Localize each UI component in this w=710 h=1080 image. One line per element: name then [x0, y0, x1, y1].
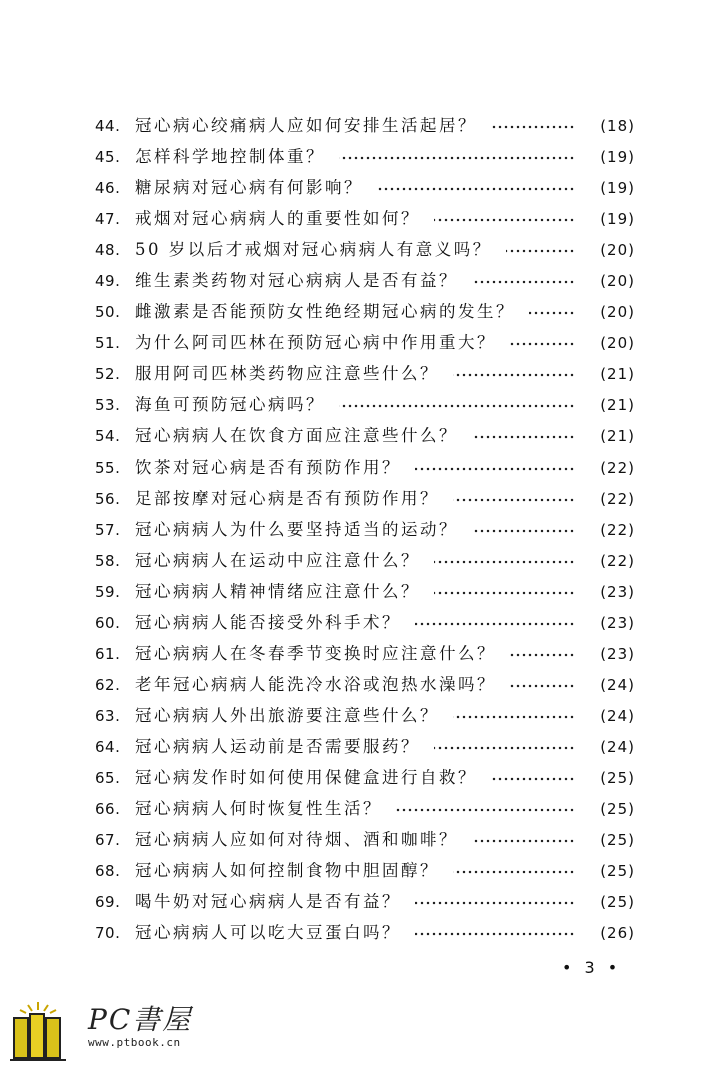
toc-leader-dots [506, 248, 575, 254]
toc-leader-dots [434, 745, 575, 751]
toc-leader-dots [453, 714, 575, 720]
toc-leader-dots [472, 434, 575, 440]
toc-entry-title: 冠心病病人在运动中应注意什么？ [135, 550, 420, 570]
toc-entry-title: 冠心病心绞痛病人应如何安排生活起居？ [135, 116, 477, 135]
toc-entry-title: 维生素类药物对冠心病病人是否有益？ [135, 271, 458, 291]
toc-entry-page: (25) [600, 862, 635, 881]
toc-entry-title: 冠心病病人为什么要坚持适当的运动？ [135, 519, 458, 539]
toc-entry-title: 冠心病病人在饮食方面应注意些什么？ [135, 426, 458, 446]
toc-entry [95, 736, 635, 767]
toc-entry-page: (25) [600, 831, 635, 850]
toc-leader-dots [434, 590, 575, 596]
toc-entry [95, 922, 635, 953]
toc-entry-title: 冠心病病人运动前是否需要服药？ [135, 736, 420, 756]
toc-entry [95, 425, 635, 456]
toc-entry [95, 457, 635, 488]
toc-entry [95, 829, 635, 860]
toc-entry-title: 冠心病病人能否接受外科手术？ [135, 612, 401, 632]
toc-entry-title: 老年冠心病病人能洗冷水浴或泡热水澡吗？ [135, 674, 496, 694]
toc-entry [95, 301, 635, 332]
toc-entry-page: (24) [600, 675, 635, 694]
toc-leader-dots [415, 466, 575, 472]
toc-entry-title: 冠心病病人外出旅游要注意些什么？ [135, 705, 439, 725]
toc-entry-number: 53. [95, 396, 121, 415]
toc-entry-page: (24) [600, 737, 635, 756]
toc-entry-page: (20) [600, 241, 635, 260]
toc-entry-number: 69. [95, 893, 121, 912]
toc-entry-number: 67. [95, 831, 121, 850]
toc-entry-page: (19) [600, 148, 635, 167]
toc-entry-page: (25) [600, 768, 635, 787]
toc-entry-title: 冠心病病人精神情绪应注意什么？ [135, 581, 420, 601]
toc-entry-number: 45. [95, 148, 121, 167]
toc-entry-page: (21) [600, 365, 635, 384]
publisher-logo [8, 992, 248, 1072]
toc-entry-number: 66. [95, 800, 121, 819]
toc-entry-page: (20) [600, 272, 635, 291]
toc-entry [95, 860, 635, 891]
toc-entry [95, 239, 635, 270]
toc-entry [95, 208, 635, 239]
toc-leader-dots [453, 497, 575, 503]
toc-leader-dots [434, 217, 575, 223]
toc-leader-dots [339, 403, 575, 409]
toc-leader-dots [529, 310, 575, 316]
toc-entry [95, 767, 635, 798]
toc-entry-page: (18) [600, 117, 635, 135]
toc-entry-number: 48. [95, 241, 121, 260]
toc-entry-number: 50. [95, 303, 121, 322]
toc-entry-number: 46. [95, 179, 121, 198]
toc-entry-number: 64. [95, 737, 121, 756]
toc-entry [95, 115, 635, 146]
toc-entry [95, 674, 635, 705]
toc-entry-number: 63. [95, 706, 121, 725]
toc-leader-dots [453, 869, 575, 875]
toc-entry-number: 65. [95, 768, 121, 787]
toc-entry-page: (25) [600, 893, 635, 912]
toc-entry-page: (23) [600, 644, 635, 663]
toc-entry-title: 冠心病病人在冬春季节变换时应注意什么？ [135, 643, 496, 663]
toc-leader-dots [491, 776, 575, 782]
toc-entry-title: 冠心病病人如何控制食物中胆固醇？ [135, 861, 439, 881]
logo-url: www.ptbook.cn [88, 1036, 181, 1049]
toc-entry [95, 612, 635, 643]
toc-entry-number: 49. [95, 272, 121, 291]
toc-leader-dots [472, 838, 575, 844]
toc-entry-page: (22) [600, 551, 635, 570]
toc-leader-dots [396, 807, 575, 813]
toc-entry [95, 581, 635, 612]
toc-entry [95, 394, 635, 425]
toc-entry-page: (22) [600, 520, 635, 539]
toc-entry-title: 喝牛奶对冠心病病人是否有益？ [135, 892, 401, 912]
toc-entry [95, 332, 635, 363]
toc-entry-number: 58. [95, 551, 121, 570]
toc-entry-number: 47. [95, 210, 121, 229]
toc-entry [95, 643, 635, 674]
toc-entry-number: 56. [95, 489, 121, 508]
toc-entry-title: 冠心病病人可以吃大豆蛋白吗？ [135, 923, 401, 943]
toc-entry [95, 798, 635, 829]
toc-entry-number: 68. [95, 862, 121, 881]
table-of-contents [95, 115, 635, 953]
toc-entry-page: (20) [600, 303, 635, 322]
toc-entry-page: (21) [600, 396, 635, 415]
toc-entry-page: (26) [600, 924, 635, 943]
toc-entry-title: 戒烟对冠心病病人的重要性如何？ [135, 209, 420, 229]
toc-entry-page: (24) [600, 706, 635, 725]
toc-leader-dots [415, 621, 575, 627]
toc-entry-title: 饮茶对冠心病是否有预防作用？ [135, 457, 401, 477]
toc-entry-title: 雌激素是否能预防女性绝经期冠心病的发生？ [135, 302, 515, 322]
toc-entry-title: 冠心病病人应如何对待烟、酒和咖啡？ [135, 830, 458, 850]
toc-leader-dots [415, 900, 575, 906]
toc-leader-dots [510, 652, 575, 658]
toc-entry-number: 51. [95, 334, 121, 353]
toc-entry-title: 服用阿司匹林类药物应注意些什么？ [135, 364, 439, 384]
toc-entry-title: 冠心病发作时如何使用保健盒进行自救？ [135, 767, 477, 787]
toc-entry-number: 44. [95, 117, 121, 135]
toc-entry-title: 为什么阿司匹林在预防冠心病中作用重大？ [135, 333, 496, 353]
toc-leader-dots [339, 155, 575, 161]
books-logo-icon [8, 1000, 80, 1064]
toc-entry-number: 55. [95, 458, 121, 477]
toc-entry [95, 705, 635, 736]
toc-entry-number: 57. [95, 520, 121, 539]
toc-entry-number: 52. [95, 365, 121, 384]
toc-leader-dots [434, 559, 575, 565]
toc-entry [95, 550, 635, 581]
toc-entry-number: 54. [95, 427, 121, 446]
toc-entry-title: 足部按摩对冠心病是否有预防作用？ [135, 488, 439, 508]
toc-entry [95, 891, 635, 922]
toc-entry-page: (21) [600, 427, 635, 446]
toc-entry [95, 146, 635, 177]
toc-leader-dots [472, 528, 575, 534]
toc-entry-number: 60. [95, 613, 121, 632]
toc-entry-title: 怎样科学地控制体重？ [135, 147, 325, 167]
toc-leader-dots [510, 683, 575, 689]
logo-name: PC書屋 [88, 1003, 193, 1036]
toc-entry-page: (22) [600, 489, 635, 508]
toc-leader-dots [510, 341, 575, 347]
toc-entry-number: 62. [95, 675, 121, 694]
toc-entry [95, 488, 635, 519]
toc-leader-dots [453, 372, 575, 378]
toc-entry-title: 海鱼可预防冠心病吗？ [135, 395, 325, 415]
toc-entry-title: 冠心病病人何时恢复性生活？ [135, 799, 382, 819]
toc-leader-dots [491, 124, 575, 130]
toc-entry-number: 70. [95, 924, 121, 943]
toc-entry-number: 61. [95, 644, 121, 663]
page-number: • 3 • [562, 958, 622, 977]
toc-entry-number: 59. [95, 582, 121, 601]
toc-leader-dots [377, 186, 575, 192]
toc-entry-title: 50 岁以后才戒烟对冠心病病人有意义吗？ [135, 240, 492, 260]
toc-entry-page: (23) [600, 613, 635, 632]
toc-entry-page: (19) [600, 179, 635, 198]
toc-entry [95, 363, 635, 394]
toc-entry-page: (22) [600, 458, 635, 477]
toc-entry-page: (19) [600, 210, 635, 229]
toc-entry [95, 177, 635, 208]
toc-leader-dots [415, 931, 575, 937]
toc-entry-page: (25) [600, 800, 635, 819]
toc-entry [95, 519, 635, 550]
toc-entry-page: (23) [600, 582, 635, 601]
toc-leader-dots [472, 279, 575, 285]
toc-entry-title: 糖尿病对冠心病有何影响？ [135, 178, 363, 198]
toc-entry [95, 270, 635, 301]
toc-entry-page: (20) [600, 334, 635, 353]
